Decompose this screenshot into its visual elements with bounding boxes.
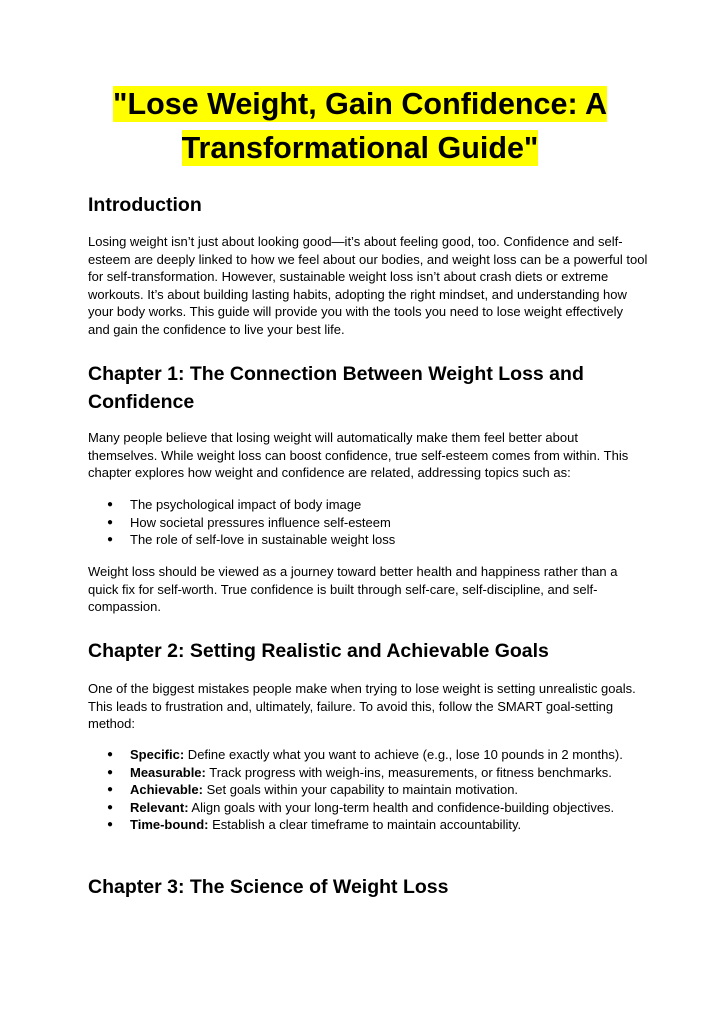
list-term: Achievable:	[130, 782, 203, 798]
list-item: ● Time-bound: Establish a clear timeframe to maintain accountability.	[107, 817, 522, 833]
chapter-2-list	[88, 746, 648, 834]
list-item: ● The role of self-love in sustainable weight loss	[107, 532, 396, 548]
bullet-icon: ●	[107, 516, 114, 528]
bullet-icon: ●	[107, 801, 114, 813]
chapter-2-heading: Chapter 2: Setting Realistic and Achievable Goals	[88, 640, 549, 662]
list-item: ● Measurable: Track progress with weigh-ins, measurements, or fitness benchmarks.	[107, 764, 612, 780]
intro-paragraph: Losing weight isn’t just about looking good—it’s about feeling good, too. Confidence and self-esteem are deeply linked to how we feel about our bodies, and weight loss can be a powerful tool for self-transformation. However, sustainable weight loss isn’t about crash diets or extreme workouts. It’s about building lasting habits, adopting the right mindset, and understanding how your body works. This guide will provide you with the tools you need to lose weight effectively and gain the confidence to live your best life.	[88, 234, 648, 337]
list-term: Relevant:	[130, 799, 189, 815]
bullet-icon: ●	[107, 499, 114, 510]
intro-heading: Introduction	[88, 194, 202, 216]
chapter-1-heading: Chapter 1: The Connection Between Weight Loss and Confidence	[88, 363, 584, 413]
list-term: Specific:	[130, 747, 185, 762]
chapter-1-paragraph: Many people believe that losing weight will automatically make them feel better about themselves. While weight loss can boost confidence, true self-esteem comes from within. This chapter explores how weight and confidence are related, addressing topics such as:	[88, 430, 629, 481]
bullet-icon: ●	[107, 819, 114, 831]
list-item: ● The psychological impact of body image	[107, 497, 362, 512]
bullet-icon: ●	[107, 784, 114, 796]
list-item: ● Achievable: Set goals within your capability to maintain motivation.	[107, 782, 519, 798]
list-item: ● Specific: Define exactly what you want to achieve (e.g., lose 10 pounds in 2 months).	[107, 747, 623, 762]
document-title	[0, 82, 720, 170]
title-line-2: Transformational Guide"	[181, 131, 539, 165]
bullet-icon: ●	[107, 749, 114, 760]
list-term: Measurable:	[130, 764, 206, 780]
chapter-2-paragraph: One of the biggest mistakes people make when trying to lose weight is setting unrealistic goals. This leads to frustration and, ultimately, failure. To avoid this, follow the SMART goal-setting method:	[88, 681, 636, 732]
list-term: Time-bound:	[130, 817, 209, 833]
list-item: ● How societal pressures influence self-esteem	[107, 514, 391, 530]
list-item: ● Relevant: Align goals with your long-term health and confidence-building objectives.	[107, 799, 615, 815]
bullet-icon: ●	[107, 766, 114, 778]
title-line-1: "Lose Weight, Gain Confidence: A	[112, 87, 608, 121]
chapter-3-heading: Chapter 3: The Science of Weight Loss	[88, 876, 449, 898]
chapter-1-closing: Weight loss should be viewed as a journey toward better health and happiness rather than a quick fix for self-worth. True confidence is built through self-care, self-discipline, and self-compassion.	[88, 564, 618, 615]
bullet-icon: ●	[107, 534, 114, 546]
chapter-1-list	[88, 496, 648, 549]
